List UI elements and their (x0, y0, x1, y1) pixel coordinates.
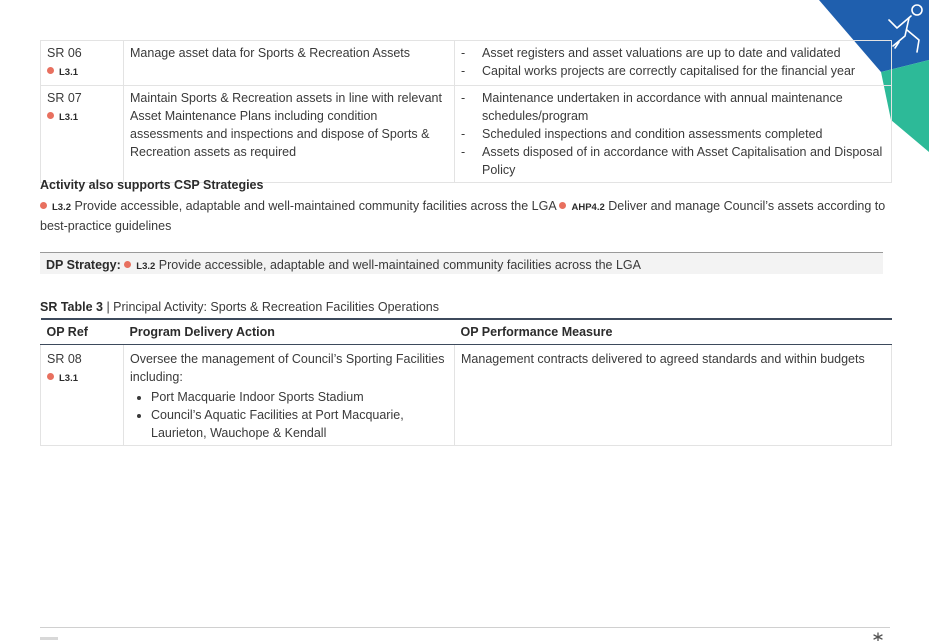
asset-activities-table (40, 40, 892, 183)
asterisk-icon (873, 632, 883, 641)
csp-code: L3.1 (47, 62, 117, 82)
footer-mark (40, 637, 58, 640)
bullet-dot-icon (47, 67, 54, 74)
op-ref-cell (41, 41, 124, 86)
op-ref-cell (41, 86, 124, 183)
bullet-dot-icon (47, 112, 54, 119)
measure-cell: Management contracts delivered to agreed standards and within budgets (455, 345, 892, 446)
op-ref: SR 07 (47, 91, 82, 105)
bullet-dot-icon (124, 261, 131, 268)
footer-divider (40, 627, 890, 628)
list-item: - Scheduled inspections and condition assessments completed (461, 125, 885, 143)
table-row (41, 86, 892, 183)
csp-code: L3.2 (52, 202, 72, 213)
bullet-dot-icon (559, 202, 566, 209)
list-item: - Assets disposed of in accordance with Asset Capitalisation and Disposal Policy (461, 143, 885, 179)
measure-cell (455, 41, 892, 86)
op-ref: SR 06 (47, 46, 82, 60)
table-title-bold: SR Table 3 (40, 300, 103, 314)
list-item: • Council’s Aquatic Facilities at Port Macquarie, Laurieton, Wauchope & Kendall (151, 406, 448, 442)
measure-list (461, 89, 885, 179)
csp-code: AHP4.2 (571, 202, 605, 213)
op-ref-cell (41, 345, 124, 446)
op-ref: SR 08 (47, 352, 82, 366)
action-cell (124, 345, 455, 446)
table-title (40, 300, 439, 314)
header-program-delivery-action: Program Delivery Action (124, 319, 455, 345)
csp-code: L3.1 (47, 107, 117, 127)
header-op-performance-measure: OP Performance Measure (455, 319, 892, 345)
dp-strategy-label: DP Strategy: (46, 258, 121, 272)
list-item: • Port Macquarie Indoor Sports Stadium (151, 388, 448, 406)
strategy-text: Provide accessible, adaptable and well-maintained community facilities across the LGA (74, 199, 556, 213)
supports-strategies (40, 197, 892, 235)
supports-heading: Activity also supports CSP Strategies (40, 178, 264, 192)
table-row (41, 345, 892, 446)
action-cell: Maintain Sports & Recreation assets in line with relevant Asset Maintenance Plans including condition assessments and inspections and dispose of Sports & Recreation assets as required (124, 86, 455, 183)
measure-cell (455, 86, 892, 183)
bullet-dot-icon (47, 373, 54, 380)
csp-code: L3.1 (47, 368, 117, 388)
table-title-rest: | Principal Activity: Sports & Recreation Facilities Operations (102, 300, 440, 314)
list-item: - Maintenance undertaken in accordance with annual maintenance schedules/program (461, 89, 885, 125)
csp-code: L3.2 (136, 261, 156, 272)
facility-list (130, 388, 448, 442)
action-text: Oversee the management of Council’s Sporting Facilities including: (130, 352, 445, 384)
sr-table-3 (40, 318, 892, 446)
list-item: - Capital works projects are correctly capitalised for the financial year (461, 62, 885, 80)
strategy-text: Deliver and manage Council’s assets according to best-practice guidelines (40, 199, 886, 233)
table-header-row (41, 319, 892, 345)
header-op-ref: OP Ref (41, 319, 124, 345)
measure-list (461, 44, 885, 80)
bullet-dot-icon (40, 202, 47, 209)
action-cell: Manage asset data for Sports & Recreation Assets (124, 41, 455, 86)
list-item: - Asset registers and asset valuations are up to date and validated (461, 44, 885, 62)
table-row (41, 41, 892, 86)
dp-strategy-bar (40, 252, 883, 274)
dp-strategy-text: Provide accessible, adaptable and well-maintained community facilities across the LGA (158, 258, 641, 272)
